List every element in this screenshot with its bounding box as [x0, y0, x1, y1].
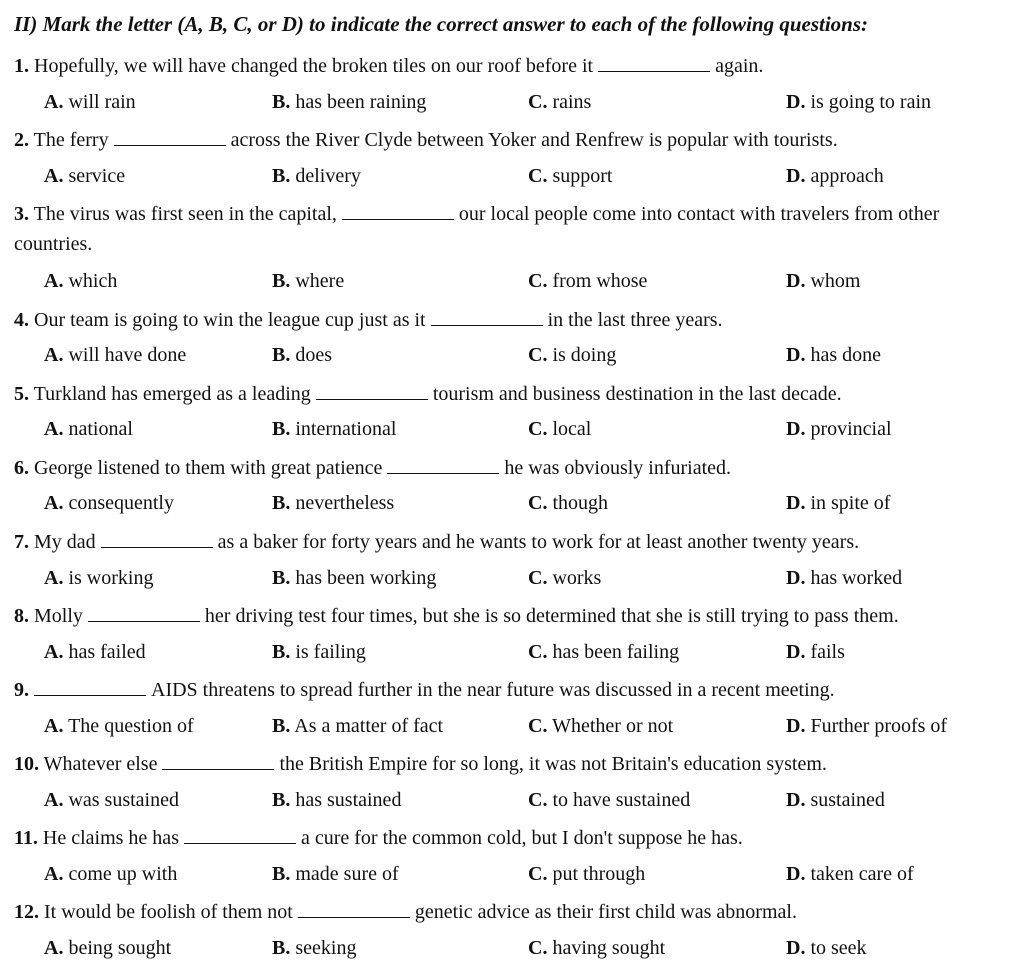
- question-number: 12.: [14, 901, 39, 923]
- option-text: is going to rain: [810, 91, 931, 113]
- answer-blank: [342, 203, 454, 220]
- option-text: Whether or not: [552, 715, 674, 737]
- answer-blank: [316, 383, 428, 400]
- question-number: 2.: [14, 129, 29, 151]
- question-7: [14, 530, 859, 554]
- option-a[interactable]: [44, 164, 125, 188]
- option-text: put through: [552, 863, 646, 885]
- option-c[interactable]: [528, 566, 601, 590]
- option-text: The question of: [68, 715, 194, 737]
- option-letter: B.: [272, 492, 291, 514]
- option-b[interactable]: [272, 566, 436, 590]
- question-number: 1.: [14, 55, 29, 77]
- option-text: Further proofs of: [810, 715, 948, 737]
- option-text: local: [552, 418, 592, 440]
- question-text-after: a cure for the common cold, but I don't suppose he has.: [300, 827, 743, 849]
- option-letter: C.: [528, 344, 548, 366]
- answer-blank: [162, 753, 274, 770]
- option-text: rains: [552, 91, 592, 113]
- question-text-after: the British Empire for so long, it was not Britain's education system.: [279, 753, 827, 775]
- question-text-before: Whatever else: [43, 753, 158, 775]
- option-letter: A.: [44, 91, 64, 113]
- option-b[interactable]: [272, 269, 344, 293]
- option-text: has sustained: [295, 789, 402, 811]
- option-c[interactable]: [528, 640, 679, 664]
- option-letter: B.: [272, 165, 291, 187]
- option-d[interactable]: [786, 164, 884, 188]
- option-text: whom: [810, 270, 861, 292]
- option-text: will have done: [68, 344, 187, 366]
- option-text: is failing: [295, 641, 366, 663]
- option-text: has failed: [68, 641, 146, 663]
- option-letter: D.: [786, 863, 806, 885]
- question-text-before: The ferry: [33, 129, 109, 151]
- option-letter: A.: [44, 492, 64, 514]
- option-letter: B.: [272, 91, 291, 113]
- question-number: 3.: [14, 203, 29, 225]
- option-d[interactable]: [786, 491, 890, 515]
- option-d[interactable]: [786, 936, 867, 960]
- option-b[interactable]: [272, 90, 426, 114]
- option-a[interactable]: [44, 566, 153, 590]
- question-number: 6.: [14, 457, 29, 479]
- question-3: [14, 199, 1018, 259]
- option-text: provincial: [810, 418, 892, 440]
- option-letter: D.: [786, 270, 806, 292]
- option-text: support: [552, 165, 613, 187]
- question-text-after: genetic advice as their first child was abnormal.: [414, 901, 797, 923]
- option-letter: D.: [786, 492, 806, 514]
- option-c[interactable]: [528, 491, 608, 515]
- option-text: seeking: [295, 937, 357, 959]
- option-letter: C.: [528, 492, 548, 514]
- question-text-before: Hopefully, we will have changed the broken tiles on our roof before it: [34, 55, 594, 77]
- option-letter: D.: [786, 641, 806, 663]
- question-text-before: Molly: [34, 605, 83, 627]
- option-letter: A.: [44, 789, 64, 811]
- option-b[interactable]: [272, 714, 443, 738]
- question-12: [14, 900, 797, 924]
- option-a[interactable]: [44, 417, 133, 441]
- question-text-before: My dad: [34, 531, 96, 553]
- option-letter: C.: [528, 863, 548, 885]
- option-letter: A.: [44, 270, 64, 292]
- option-letter: D.: [786, 165, 806, 187]
- option-letter: A.: [44, 715, 64, 737]
- question-text-after: as a baker for forty years and he wants to work for at least another twenty years.: [217, 531, 860, 553]
- option-letter: A.: [44, 641, 64, 663]
- question-text-after: tourism and business destination in the last decade.: [432, 383, 842, 405]
- option-text: from whose: [552, 270, 648, 292]
- option-text: in spite of: [810, 492, 891, 514]
- question-text-before: The virus was first seen in the capital,: [33, 203, 337, 225]
- option-b[interactable]: [272, 862, 399, 886]
- option-text: service: [68, 165, 126, 187]
- option-text: being sought: [68, 937, 172, 959]
- option-letter: C.: [528, 789, 548, 811]
- question-8: [14, 604, 899, 628]
- option-letter: A.: [44, 165, 64, 187]
- option-text: having sought: [552, 937, 666, 959]
- option-letter: B.: [272, 418, 291, 440]
- answer-blank: [114, 129, 226, 146]
- option-a[interactable]: [44, 862, 177, 886]
- option-d[interactable]: [786, 90, 931, 114]
- option-c[interactable]: [528, 343, 616, 367]
- option-letter: C.: [528, 567, 548, 589]
- question-1: [14, 54, 763, 78]
- option-letter: C.: [528, 715, 548, 737]
- option-c[interactable]: [528, 269, 647, 293]
- answer-blank: [298, 901, 410, 918]
- question-number: 4.: [14, 309, 29, 331]
- option-d[interactable]: [786, 862, 914, 886]
- option-letter: A.: [44, 567, 64, 589]
- option-a[interactable]: [44, 936, 171, 960]
- option-text: has been failing: [552, 641, 680, 663]
- option-letter: D.: [786, 715, 806, 737]
- question-text-after: across the River Clyde between Yoker and Renfrew is popular with tourists.: [230, 129, 838, 151]
- option-c[interactable]: [528, 862, 645, 886]
- option-text: which: [68, 270, 118, 292]
- question-text-after: her driving test four times, but she is so determined that she is still trying to pass them.: [204, 605, 899, 627]
- option-text: national: [68, 418, 133, 440]
- question-text-after: he was obviously infuriated.: [504, 457, 732, 479]
- option-b[interactable]: [272, 491, 394, 515]
- question-9: [14, 678, 835, 702]
- answer-blank: [431, 309, 543, 326]
- option-letter: D.: [786, 344, 806, 366]
- question-2: [14, 128, 838, 152]
- option-text: As a matter of fact: [294, 715, 444, 737]
- question-6: [14, 456, 731, 480]
- question-number: 10.: [14, 753, 39, 775]
- option-d[interactable]: [786, 714, 947, 738]
- option-text: has done: [810, 344, 881, 366]
- answer-blank: [387, 457, 499, 474]
- option-a[interactable]: [44, 491, 174, 515]
- option-text: to have sustained: [552, 789, 691, 811]
- option-letter: B.: [272, 641, 291, 663]
- option-a[interactable]: [44, 269, 117, 293]
- option-letter: B.: [272, 715, 291, 737]
- question-number: 9.: [14, 679, 29, 701]
- option-letter: B.: [272, 270, 291, 292]
- option-letter: A.: [44, 418, 64, 440]
- section-heading: II) Mark the letter (A, B, C, or D) to indicate the correct answer to each of the following questions:: [14, 12, 869, 36]
- option-c[interactable]: [528, 788, 690, 812]
- option-d[interactable]: [786, 417, 892, 441]
- option-c[interactable]: [528, 164, 612, 188]
- option-a[interactable]: [44, 640, 146, 664]
- option-text: come up with: [68, 863, 178, 885]
- answer-blank: [88, 605, 200, 622]
- option-letter: D.: [786, 91, 806, 113]
- option-c[interactable]: [528, 417, 591, 441]
- option-letter: C.: [528, 91, 548, 113]
- option-text: approach: [810, 165, 884, 187]
- option-letter: A.: [44, 863, 64, 885]
- option-text: sustained: [810, 789, 885, 811]
- question-text-before: He claims he has: [42, 827, 179, 849]
- option-b[interactable]: [272, 936, 356, 960]
- option-text: works: [552, 567, 602, 589]
- question-4: [14, 308, 723, 332]
- option-b[interactable]: [272, 788, 401, 812]
- option-text: delivery: [295, 165, 361, 187]
- option-letter: C.: [528, 418, 548, 440]
- question-number: 7.: [14, 531, 29, 553]
- option-letter: C.: [528, 937, 548, 959]
- option-letter: C.: [528, 270, 548, 292]
- option-c[interactable]: [528, 714, 673, 738]
- option-letter: A.: [44, 344, 64, 366]
- question-5: [14, 382, 842, 406]
- question-text-before: Turkland has emerged as a leading: [33, 383, 311, 405]
- option-text: is working: [68, 567, 154, 589]
- question-text-after: again.: [715, 55, 764, 77]
- option-text: has worked: [810, 567, 903, 589]
- option-text: to seek: [810, 937, 867, 959]
- option-text: though: [552, 492, 609, 514]
- option-a[interactable]: [44, 90, 136, 114]
- option-letter: D.: [786, 567, 806, 589]
- question-text-after: AIDS threatens to spread further in the near future was discussed in a recent meeting.: [151, 679, 835, 701]
- option-text: consequently: [68, 492, 174, 514]
- question-text-before: George listened to them with great patience: [34, 457, 383, 479]
- option-d[interactable]: [786, 566, 902, 590]
- option-d[interactable]: [786, 788, 885, 812]
- option-c[interactable]: [528, 936, 665, 960]
- option-b[interactable]: [272, 343, 332, 367]
- option-d[interactable]: [786, 343, 881, 367]
- question-text-after: our local people come into contact with travelers from other countries.: [14, 203, 940, 255]
- question-text-before: It would be foolish of them not: [44, 901, 293, 923]
- option-text: does: [295, 344, 333, 366]
- answer-blank: [101, 531, 213, 548]
- option-d[interactable]: [786, 269, 860, 293]
- option-a[interactable]: [44, 343, 186, 367]
- question-number: 8.: [14, 605, 29, 627]
- question-11: [14, 826, 743, 850]
- option-b[interactable]: [272, 640, 366, 664]
- option-text: taken care of: [810, 863, 914, 885]
- option-b[interactable]: [272, 164, 361, 188]
- option-letter: B.: [272, 863, 291, 885]
- option-text: has been raining: [295, 91, 427, 113]
- option-letter: A.: [44, 937, 64, 959]
- option-d[interactable]: [786, 640, 845, 664]
- option-text: is doing: [552, 344, 617, 366]
- option-a[interactable]: [44, 788, 179, 812]
- option-a[interactable]: [44, 714, 194, 738]
- option-text: was sustained: [68, 789, 179, 811]
- option-text: international: [295, 418, 397, 440]
- option-text: will rain: [68, 91, 136, 113]
- option-b[interactable]: [272, 417, 396, 441]
- option-letter: D.: [786, 937, 806, 959]
- option-text: fails: [810, 641, 845, 663]
- option-letter: C.: [528, 165, 548, 187]
- option-letter: B.: [272, 567, 291, 589]
- option-text: where: [295, 270, 345, 292]
- question-10: [14, 752, 827, 776]
- option-text: has been working: [295, 567, 437, 589]
- answer-blank: [598, 55, 710, 72]
- option-letter: C.: [528, 641, 548, 663]
- option-letter: B.: [272, 344, 291, 366]
- option-text: nevertheless: [295, 492, 395, 514]
- answer-blank: [184, 827, 296, 844]
- option-letter: D.: [786, 418, 806, 440]
- option-letter: D.: [786, 789, 806, 811]
- option-c[interactable]: [528, 90, 591, 114]
- option-letter: B.: [272, 937, 291, 959]
- question-number: 11.: [14, 827, 38, 849]
- question-text-before: Our team is going to win the league cup just as it: [34, 309, 426, 331]
- answer-blank: [34, 679, 146, 696]
- question-text-after: in the last three years.: [547, 309, 723, 331]
- question-number: 5.: [14, 383, 29, 405]
- option-letter: B.: [272, 789, 291, 811]
- option-text: made sure of: [295, 863, 399, 885]
